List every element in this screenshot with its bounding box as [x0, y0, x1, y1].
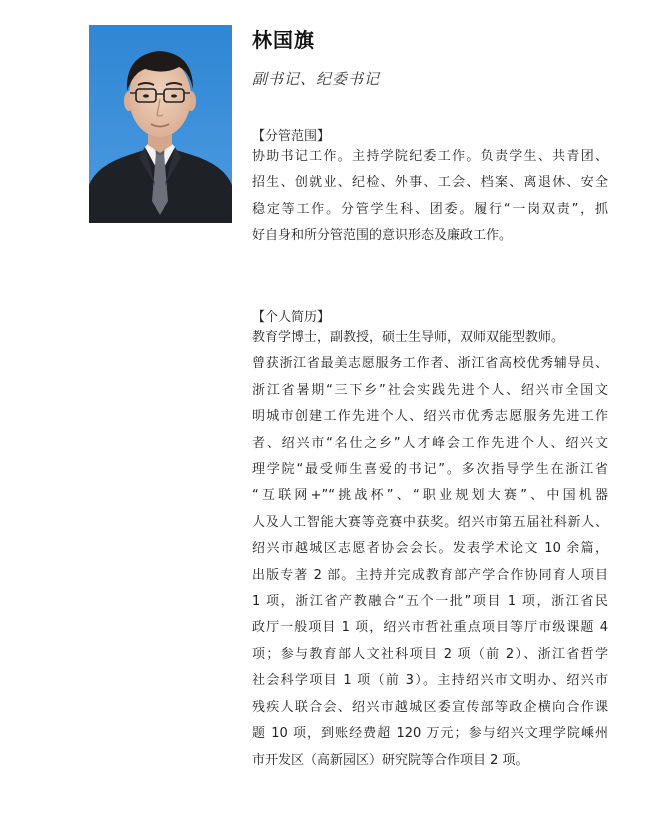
responsibilities-line: 稳定等工作。分管学生科、团委。履行“一岗双责”，抓 [252, 201, 608, 217]
responsibilities-heading: 【分管范围】 [252, 129, 331, 144]
biography-line: 出版专著 2 部。主持并完成教育部产学合作协同育人项目 [252, 567, 608, 583]
responsibilities-line: 好自身和所分管范围的意识形态及廉政工作。 [252, 228, 513, 244]
biography-line: 残疾人联合会、绍兴市越城区委宣传部等政企横向合作课 [252, 699, 608, 715]
biography-line: 曾获浙江省最美志愿服务工作者、浙江省高校优秀辅导员、 [252, 356, 608, 372]
biography-line: 项；参与教育部人文社科项目 2 项（前 2）、浙江省哲学 [252, 646, 608, 662]
responsibilities-line: 协助书记工作。主持学院纪委工作。负责学生、共青团、 [252, 149, 608, 164]
biography-line: 社会科学项目 1 项（前 3）。主持绍兴市文明办、绍兴市 [252, 673, 608, 689]
person-name: 林国旗 [252, 28, 315, 52]
portrait-photo [89, 25, 232, 223]
biography-line: 教育学博士，副教授，硕士生导师，双师双能型教师。 [252, 330, 565, 345]
responsibilities-line: 招生、创就业、纪检、外事、工会、档案、离退休、安全 [252, 175, 608, 191]
biography-line: 市开发区（高新园区）研究院等合作项目 2 项。 [252, 752, 529, 768]
biography-line: 理学院“最受师生喜爱的书记”。多次指导学生在浙江省 [252, 462, 608, 478]
biography-line: 人及人工智能大赛等竞赛中获奖。绍兴市第五届社科新人、 [252, 514, 608, 530]
biography-line: 者、绍兴市“名仕之乡”人才峰会工作先进个人、绍兴文 [252, 435, 608, 451]
biography-text [252, 325, 608, 774]
biography-line: 政厅一般项目 1 项，绍兴市哲社重点项目等厅市级课题 4 [252, 620, 608, 636]
biography-line: 浙江省暑期“三下乡”社会实践先进个人、绍兴市全国文 [252, 382, 608, 398]
responsibilities-text [252, 144, 608, 250]
person-position: 副书记、纪委书记 [252, 70, 381, 88]
biography-line: 1 项，浙江省产教融合“五个一批”项目 1 项，浙江省民 [252, 594, 608, 610]
biography-line: “互联网+”“挑战杯”、“职业规划大赛”、中国机器 [252, 488, 608, 504]
biography-line: 题 10 项，到账经费超 120 万元；参与绍兴文理学院嵊州 [252, 726, 608, 742]
biography-line: 明城市创建工作先进个人、绍兴市优秀志愿服务先进工作 [252, 409, 608, 425]
biography-heading: 【个人简历】 [252, 310, 331, 325]
biography-line: 绍兴市越城区志愿者协会会长。发表学术论文 10 余篇， [252, 541, 608, 557]
